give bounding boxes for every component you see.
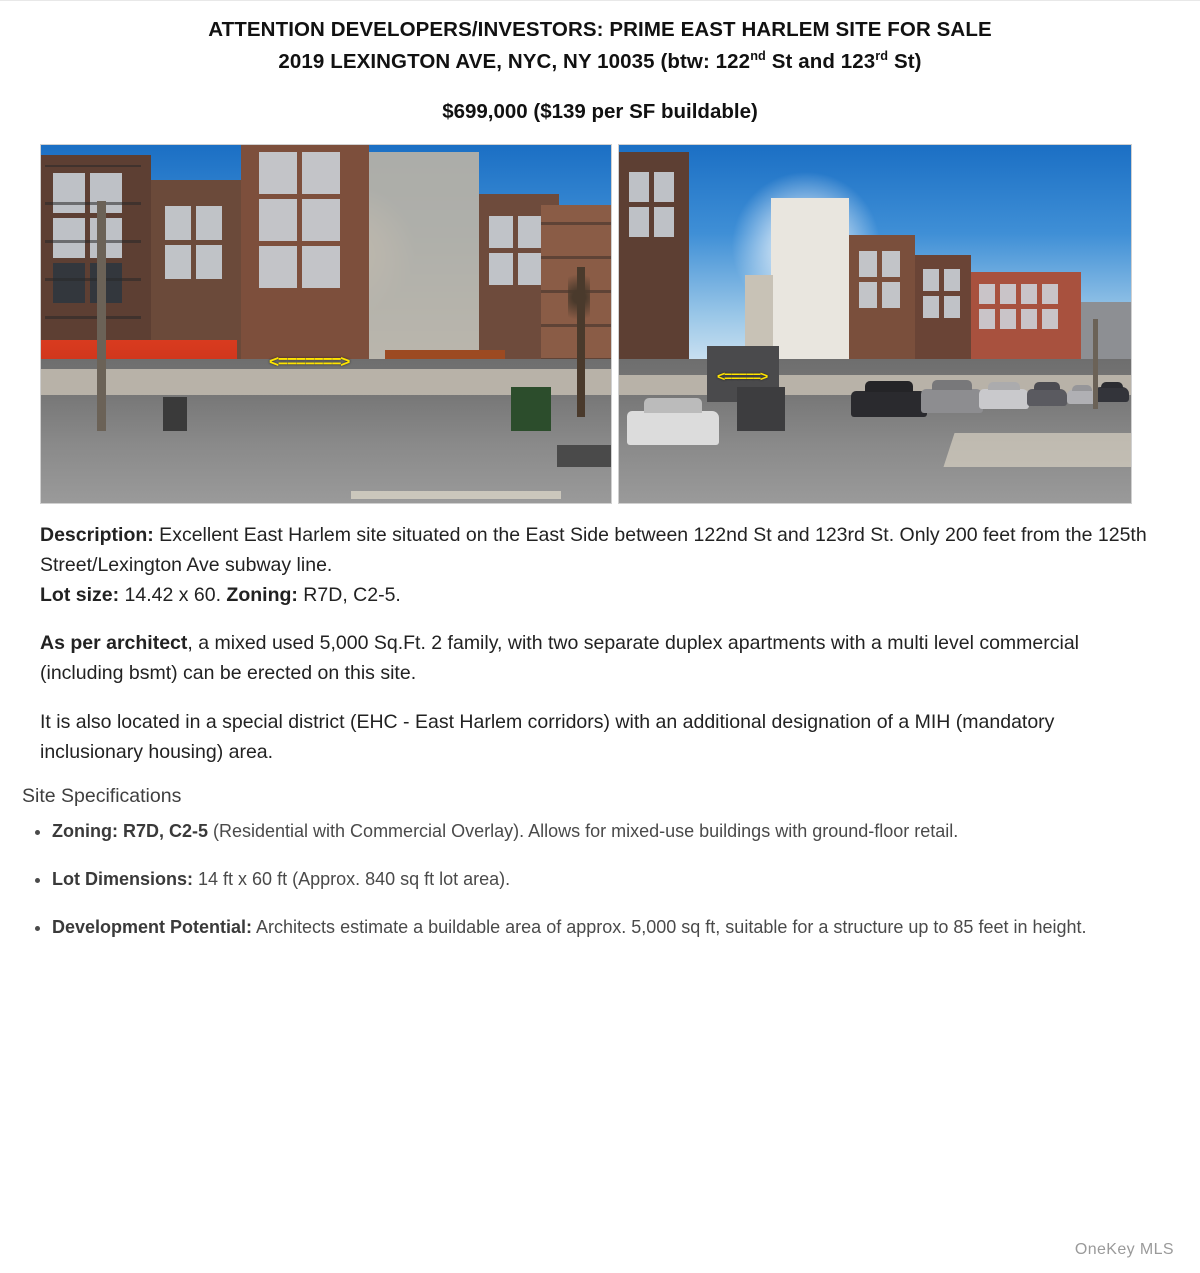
- photo-street-view-avenue: [618, 144, 1132, 504]
- headline-line-1: ATTENTION DEVELOPERS/INVESTORS: PRIME EAST HARLEM SITE FOR SALE: [208, 18, 992, 41]
- window: [859, 282, 877, 308]
- header: [0, 0, 1200, 124]
- site-specifications-title: Site Specifications: [22, 785, 182, 808]
- pavement-marking: [351, 491, 561, 499]
- window: [1021, 284, 1037, 304]
- lot-width-arrow: <=======>: [269, 351, 350, 371]
- spec-text: 14 ft x 60 ft (Approx. 840 sq ft lot area).: [193, 868, 511, 889]
- lot-size-value: 14.42 x 60.: [119, 583, 227, 606]
- photo-row: [40, 144, 1160, 504]
- bike-rack: [557, 445, 612, 467]
- window: [629, 172, 649, 202]
- address-pre: 2019 LEXINGTON AVE, NYC, NY 10035 (btw: 122: [278, 49, 751, 73]
- lot-size-label: Lot size:: [40, 583, 120, 606]
- window-grid: [259, 152, 340, 288]
- price-line: $699,000 ($139 per SF buildable): [442, 99, 758, 123]
- crosswalk-marking: [943, 433, 1132, 467]
- window-grid: [979, 284, 1058, 329]
- architect-paragraph: [40, 628, 1160, 688]
- zoning-value: R7D, C2-5.: [297, 583, 401, 606]
- window: [1042, 284, 1058, 304]
- window: [882, 251, 900, 277]
- trash-bin: [163, 397, 187, 431]
- window: [518, 253, 542, 285]
- window: [654, 207, 674, 237]
- window: [518, 216, 542, 248]
- window: [882, 282, 900, 308]
- photo-street-view-front: [40, 144, 612, 504]
- window: [302, 246, 340, 288]
- description-paragraph: [40, 520, 1160, 611]
- parked-car: [627, 411, 719, 445]
- parked-car: [851, 391, 927, 417]
- zoning-label: Zoning:: [226, 583, 298, 606]
- description-text: Excellent East Harlem site situated on the East Side between 122nd St and 123rd St. Only 200 feet from the 125th Street/Lexington Ave subway line.: [40, 523, 1147, 576]
- watermark-onekey-mls: OneKey MLS: [1074, 1241, 1174, 1258]
- window: [979, 284, 995, 304]
- spec-label: Lot Dimensions:: [52, 868, 194, 889]
- list-item: [52, 866, 1200, 894]
- window: [489, 253, 513, 285]
- window: [302, 199, 340, 241]
- window-grid: [859, 251, 900, 308]
- spec-text: Architects estimate a buildable area of approx. 5,000 sq ft, suitable for a structure up to 85 feet in height.: [252, 916, 1087, 937]
- window-grid: [629, 172, 674, 237]
- utility-pole: [97, 201, 106, 431]
- parked-car: [979, 389, 1029, 409]
- window: [923, 296, 939, 318]
- window: [302, 152, 340, 194]
- window: [654, 172, 674, 202]
- window: [1021, 309, 1037, 329]
- window-grid: [923, 269, 960, 318]
- spec-text: (Residential with Commercial Overlay). Allows for mixed-use buildings with ground-floor retail.: [208, 821, 959, 842]
- window: [1000, 284, 1016, 304]
- window-grid: [165, 206, 222, 279]
- window: [259, 152, 297, 194]
- parked-car: [1095, 387, 1129, 402]
- list-item: [52, 818, 1200, 846]
- special-district-paragraph: It is also located in a special district (EHC - East Harlem corridors) with an additional designation of a MIH (mandatory inclusionary housing) area.: [40, 710, 1055, 763]
- headline-line-2: [0, 46, 1200, 78]
- ordinal-rd: rd: [875, 47, 889, 63]
- description-body: [40, 520, 1160, 768]
- street-light-pole: [1093, 319, 1098, 409]
- window: [859, 251, 877, 277]
- list-item: [52, 914, 1200, 942]
- ordinal-nd: nd: [750, 47, 766, 63]
- window: [489, 216, 513, 248]
- window: [1000, 309, 1016, 329]
- address-post: St): [888, 49, 922, 73]
- window: [944, 269, 960, 291]
- window: [196, 245, 222, 279]
- window: [923, 269, 939, 291]
- description-label: Description:: [40, 523, 154, 546]
- shrub: [511, 387, 551, 431]
- window: [165, 245, 191, 279]
- spec-label: Zoning: R7D, C2-5: [52, 821, 208, 842]
- street-tree: [577, 267, 585, 417]
- parked-car: [921, 389, 983, 413]
- window: [196, 206, 222, 240]
- window: [1042, 309, 1058, 329]
- parked-car: [1027, 389, 1067, 406]
- site-specifications-list: [20, 818, 1200, 942]
- window: [979, 309, 995, 329]
- window: [629, 207, 649, 237]
- address-mid: St and 123: [765, 49, 876, 73]
- window: [259, 199, 297, 241]
- construction-cart: [737, 387, 785, 431]
- top-divider: [0, 0, 1200, 1]
- architect-text: , a mixed used 5,000 Sq.Ft. 2 family, with two separate duplex apartments with a multi level commercial (including bsmt) can be erected on this site.: [40, 632, 1080, 685]
- window: [259, 246, 297, 288]
- spec-label: Development Potential:: [52, 916, 253, 937]
- architect-label: As per architect: [40, 632, 188, 655]
- window: [944, 296, 960, 318]
- window: [165, 206, 191, 240]
- window-grid: [489, 216, 542, 285]
- lot-width-arrow: <=====>: [717, 368, 768, 385]
